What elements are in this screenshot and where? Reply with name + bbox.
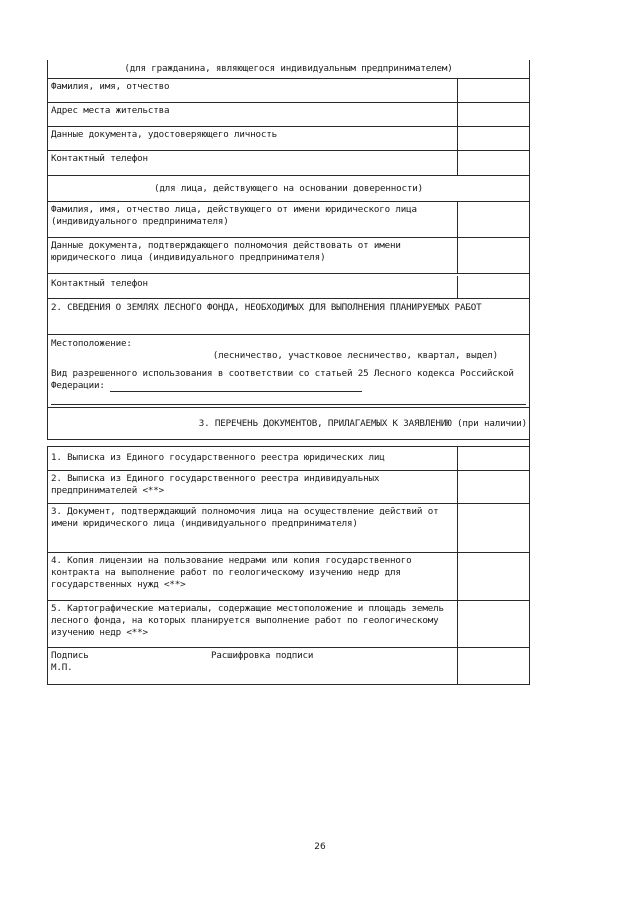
table-row xyxy=(48,103,529,127)
document-item: 4. Копия лицензии на пользование недрами или копия государственного контракта на выполнение работ по геологическому изучению недр для государственных нужд <**> xyxy=(51,555,412,590)
row-label: Данные документа, удостоверяющего личность xyxy=(51,129,278,140)
permitted-use-field[interactable] xyxy=(110,382,362,392)
table-row xyxy=(48,553,529,601)
permitted-use-label xyxy=(51,368,526,392)
table-row xyxy=(48,504,529,553)
value-cell[interactable] xyxy=(457,79,529,102)
table-row xyxy=(48,79,529,103)
document-item: 3. Документ, подтверждающий полномочия лица на осуществление действий от имени юридического лица (индивидуального предпринимателя) xyxy=(51,506,439,529)
sign-label: Подпись xyxy=(51,650,89,661)
value-cell[interactable] xyxy=(457,601,529,647)
value-cell[interactable] xyxy=(457,471,529,503)
document-item: 1. Выписка из Единого государственного реестра юридических лиц xyxy=(51,452,385,463)
row-label: Фамилия, имя, отчество xyxy=(51,81,170,92)
value-cell[interactable] xyxy=(457,103,529,126)
page-number: 26 xyxy=(314,842,326,852)
seal-label: М.П. xyxy=(51,662,73,673)
table-row xyxy=(48,601,529,648)
ip-section-header: (для гражданина, являющегося индивидуальным предпринимателем) xyxy=(48,60,529,79)
table-row xyxy=(48,127,529,151)
table-row xyxy=(48,202,529,238)
value-cell[interactable] xyxy=(457,504,529,552)
row-label: Адрес места жительства xyxy=(51,105,170,116)
application-form xyxy=(47,60,530,685)
value-cell[interactable] xyxy=(457,151,529,175)
table-row xyxy=(48,238,529,274)
value-cell[interactable] xyxy=(457,202,529,237)
table-row xyxy=(48,471,529,504)
table-row xyxy=(48,151,529,176)
row-label: Данные документа, подтверждающего полномочия действовать от имени юридического лица (индивидуального предпринимателя) xyxy=(51,240,401,263)
table-row xyxy=(48,447,529,471)
value-cell[interactable] xyxy=(457,127,529,150)
documents-table xyxy=(47,446,530,685)
document-item: 2. Выписка из Единого государственного реестра индивидуальных предпринимателей <**> xyxy=(51,473,380,496)
signature-block xyxy=(48,648,457,684)
location-hint: (лесничество, участковое лесничество, квартал, выдел) xyxy=(212,350,498,361)
row-label: Контактный телефон xyxy=(51,153,148,164)
proxy-section-header: (для лица, действующего на основании доверенности) xyxy=(48,176,529,202)
location-label: Местоположение: xyxy=(51,338,132,349)
decode-label: Расшифровка подписи xyxy=(211,650,314,661)
document-item: 5. Картографические материалы, содержащие местоположение и площадь земель лесного фонда, на которых планируется выполнение работ по геологическому изучению недр <**> xyxy=(51,603,444,638)
signature-value-cell[interactable] xyxy=(457,648,529,684)
value-cell[interactable] xyxy=(457,238,529,273)
permitted-use-text: Вид разрешенного использования в соответствии со статьей 25 Лесного кодекса Российской Федерации: xyxy=(51,368,514,391)
value-cell[interactable] xyxy=(457,447,529,470)
value-cell[interactable] xyxy=(457,276,529,298)
location-block xyxy=(48,335,529,365)
section3-title: 3. ПЕРЕЧЕНЬ ДОКУМЕНТОВ, ПРИЛАГАЕМЫХ К ЗАЯВЛЕНИЮ (при наличии) xyxy=(48,408,529,440)
row-label: Контактный телефон xyxy=(51,278,148,289)
value-cell[interactable] xyxy=(457,553,529,600)
section2-title: 2. СВЕДЕНИЯ О ЗЕМЛЯХ ЛЕСНОГО ФОНДА, НЕОБХОДИМЫХ ДЛЯ ВЫПОЛНЕНИЯ ПЛАНИРУЕМЫХ РАБОТ xyxy=(48,299,529,335)
row-label: Фамилия, имя, отчество лица, действующего от имени юридического лица (индивидуального предпринимателя) xyxy=(51,204,417,227)
table-row xyxy=(48,274,529,299)
permitted-use-field-line2[interactable] xyxy=(51,394,526,405)
signature-row xyxy=(48,648,529,685)
permitted-use-block xyxy=(48,365,529,408)
